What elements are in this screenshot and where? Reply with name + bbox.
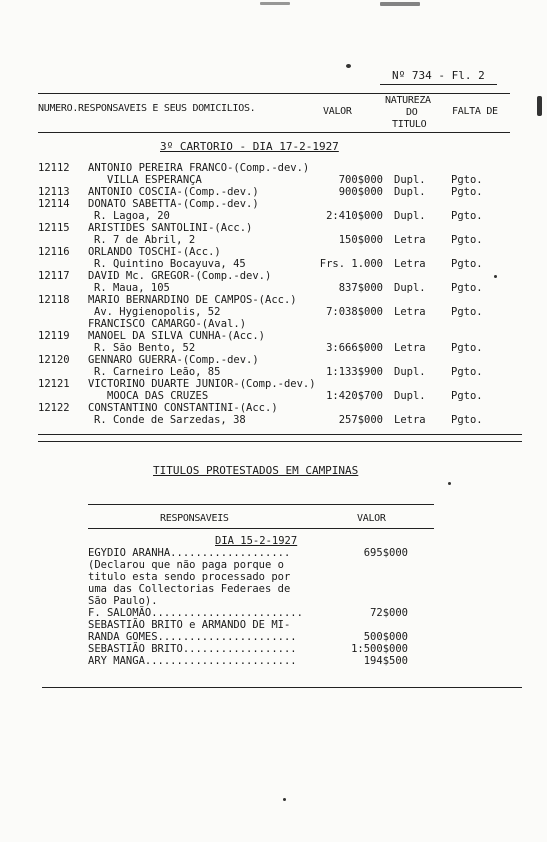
entry-valor: 194$500 <box>363 655 408 667</box>
scan-speck <box>260 2 290 5</box>
row-number: 12118 <box>38 294 70 306</box>
entry-valor: 695$000 <box>363 547 408 559</box>
divider <box>380 84 497 85</box>
entry-valor: 500$000 <box>363 631 408 643</box>
header-titulo: TITULO <box>392 119 427 130</box>
natureza: Dupl. <box>394 186 426 198</box>
entry-text: SEBASTIÃO BRITO.................. <box>88 643 297 655</box>
responsavel-address: R. 7 de Abril, 2 <box>94 234 196 246</box>
entry-text: EGYDIO ARANHA................... <box>88 547 291 559</box>
row-number: 12119 <box>38 330 70 342</box>
valor: 150$000 <box>338 234 383 246</box>
responsavel-address: R. Maua, 105 <box>94 282 170 294</box>
responsavel-address: Av. Hygienopolis, 52 <box>94 306 221 318</box>
entry-text: RANDA GOMES...................... <box>88 631 297 643</box>
falta: Pgto. <box>451 186 483 198</box>
responsavel-name: VICTORINO DUARTE JUNIOR-(Comp.-dev.) <box>88 378 316 390</box>
falta: Pgto. <box>451 342 483 354</box>
section-title: TITULOS PROTESTADOS EM CAMPINAS <box>153 464 359 477</box>
responsavel-address: R. Quintino Bocayuva, 45 <box>94 258 246 270</box>
falta: Pgto. <box>451 258 483 270</box>
responsavel-name: GENNARO GUERRA-(Comp.-dev.) <box>88 354 259 366</box>
falta: Pgto. <box>451 306 483 318</box>
scan-speck <box>283 798 286 801</box>
section-title: 3º CARTORIO - DIA 17-2-1927 <box>160 140 339 153</box>
header-valor: VALOR <box>357 513 386 524</box>
row-number: 12120 <box>38 354 70 366</box>
divider <box>88 528 434 529</box>
header-falta: FALTA DE <box>452 106 498 117</box>
responsavel-name: ANTONIO PEREIRA FRANCO-(Comp.-dev.) <box>88 162 310 174</box>
responsavel-name: ORLANDO TOSCHI-(Acc.) <box>88 246 221 258</box>
entry-text: São Paulo). <box>88 595 158 607</box>
row-number: 12117 <box>38 270 70 282</box>
falta: Pgto. <box>451 390 483 402</box>
responsavel-name: CONSTANTINO CONSTANTINI-(Acc.) <box>88 402 278 414</box>
responsavel-name: MANOEL DA SILVA CUNHA-(Acc.) <box>88 330 266 342</box>
entry-text: uma das Collectorias Federaes de <box>88 583 291 595</box>
scan-speck <box>494 275 497 278</box>
responsavel-address: R. Conde de Sarzedas, 38 <box>94 414 246 426</box>
natureza: Letra <box>394 414 426 426</box>
responsavel-name: ARISTIDES SANTOLINI-(Acc.) <box>88 222 253 234</box>
entry-valor: 72$000 <box>370 607 408 619</box>
entry-valor: 1:500$000 <box>351 643 408 655</box>
row-number: 12113 <box>38 186 70 198</box>
responsavel-address: R. Carneiro Leão, 85 <box>94 366 221 378</box>
valor: 1:420$700 <box>326 390 383 402</box>
divider <box>38 132 510 133</box>
entry-text: SEBASTIÃO BRITO e ARMANDO DE MI- <box>88 619 291 631</box>
responsavel-address: MOOCA DAS CRUZES <box>107 390 209 402</box>
responsavel-address: R. Lagoa, 20 <box>94 210 170 222</box>
valor: 700$000 <box>338 174 383 186</box>
natureza: Letra <box>394 258 426 270</box>
natureza: Dupl. <box>394 390 426 402</box>
natureza: Letra <box>394 234 426 246</box>
valor: 7:038$000 <box>326 306 383 318</box>
header-valor: VALOR <box>323 106 352 117</box>
valor: Frs. 1.000 <box>319 258 383 270</box>
row-number: 12115 <box>38 222 70 234</box>
row-number: 12114 <box>38 198 70 210</box>
natureza: Letra <box>394 342 426 354</box>
scan-speck <box>380 2 420 6</box>
responsavel-extra: FRANCISCO CAMARGO-(Aval.) <box>88 318 247 330</box>
responsavel-name: ANTONIO COSCIA-(Comp.-dev.) <box>88 186 259 198</box>
valor: 3:666$000 <box>326 342 383 354</box>
page-reference: Nº 734 - Fl. 2 <box>392 69 485 82</box>
responsavel-name: MARIO BERNARDINO DE CAMPOS-(Acc.) <box>88 294 297 306</box>
falta: Pgto. <box>451 366 483 378</box>
responsavel-address: VILLA ESPERANÇA <box>107 174 202 186</box>
scan-speck <box>537 96 542 116</box>
falta: Pgto. <box>451 174 483 186</box>
valor: 837$000 <box>338 282 383 294</box>
divider <box>38 434 522 435</box>
header-natureza: NATUREZA <box>385 95 431 106</box>
natureza: Dupl. <box>394 366 426 378</box>
header-responsaveis: NUMERO.RESPONSAVEIS E SEUS DOMICILIOS. <box>38 103 256 114</box>
scan-speck <box>346 64 351 68</box>
entry-text: titulo esta sendo processado por <box>88 571 291 583</box>
divider <box>42 687 522 688</box>
entry-text: (Declarou que não paga porque o <box>88 559 284 571</box>
responsavel-address: R. São Bento, 52 <box>94 342 196 354</box>
valor: 257$000 <box>338 414 383 426</box>
responsavel-name: DAVID Mc. GREGOR-(Comp.-dev.) <box>88 270 272 282</box>
row-number: 12112 <box>38 162 70 174</box>
natureza: Dupl. <box>394 282 426 294</box>
scan-speck <box>448 482 451 485</box>
row-number: 12116 <box>38 246 70 258</box>
divider <box>38 441 522 442</box>
divider <box>38 93 510 94</box>
entry-text: ARY MANGA........................ <box>88 655 297 667</box>
day-heading: DIA 15-2-1927 <box>215 535 298 547</box>
natureza: Dupl. <box>394 210 426 222</box>
falta: Pgto. <box>451 414 483 426</box>
header-do: DO <box>406 107 418 118</box>
header-responsaveis: RESPONSAVEIS <box>160 513 229 524</box>
falta: Pgto. <box>451 234 483 246</box>
valor: 1:133$900 <box>326 366 383 378</box>
falta: Pgto. <box>451 210 483 222</box>
valor: 900$000 <box>338 186 383 198</box>
natureza: Dupl. <box>394 174 426 186</box>
natureza: Letra <box>394 306 426 318</box>
valor: 2:410$000 <box>326 210 383 222</box>
row-number: 12122 <box>38 402 70 414</box>
responsavel-name: DONATO SABETTA-(Comp.-dev.) <box>88 198 259 210</box>
entry-text: F. SALOMÃO........................ <box>88 607 303 619</box>
divider <box>88 504 434 505</box>
falta: Pgto. <box>451 282 483 294</box>
row-number: 12121 <box>38 378 70 390</box>
